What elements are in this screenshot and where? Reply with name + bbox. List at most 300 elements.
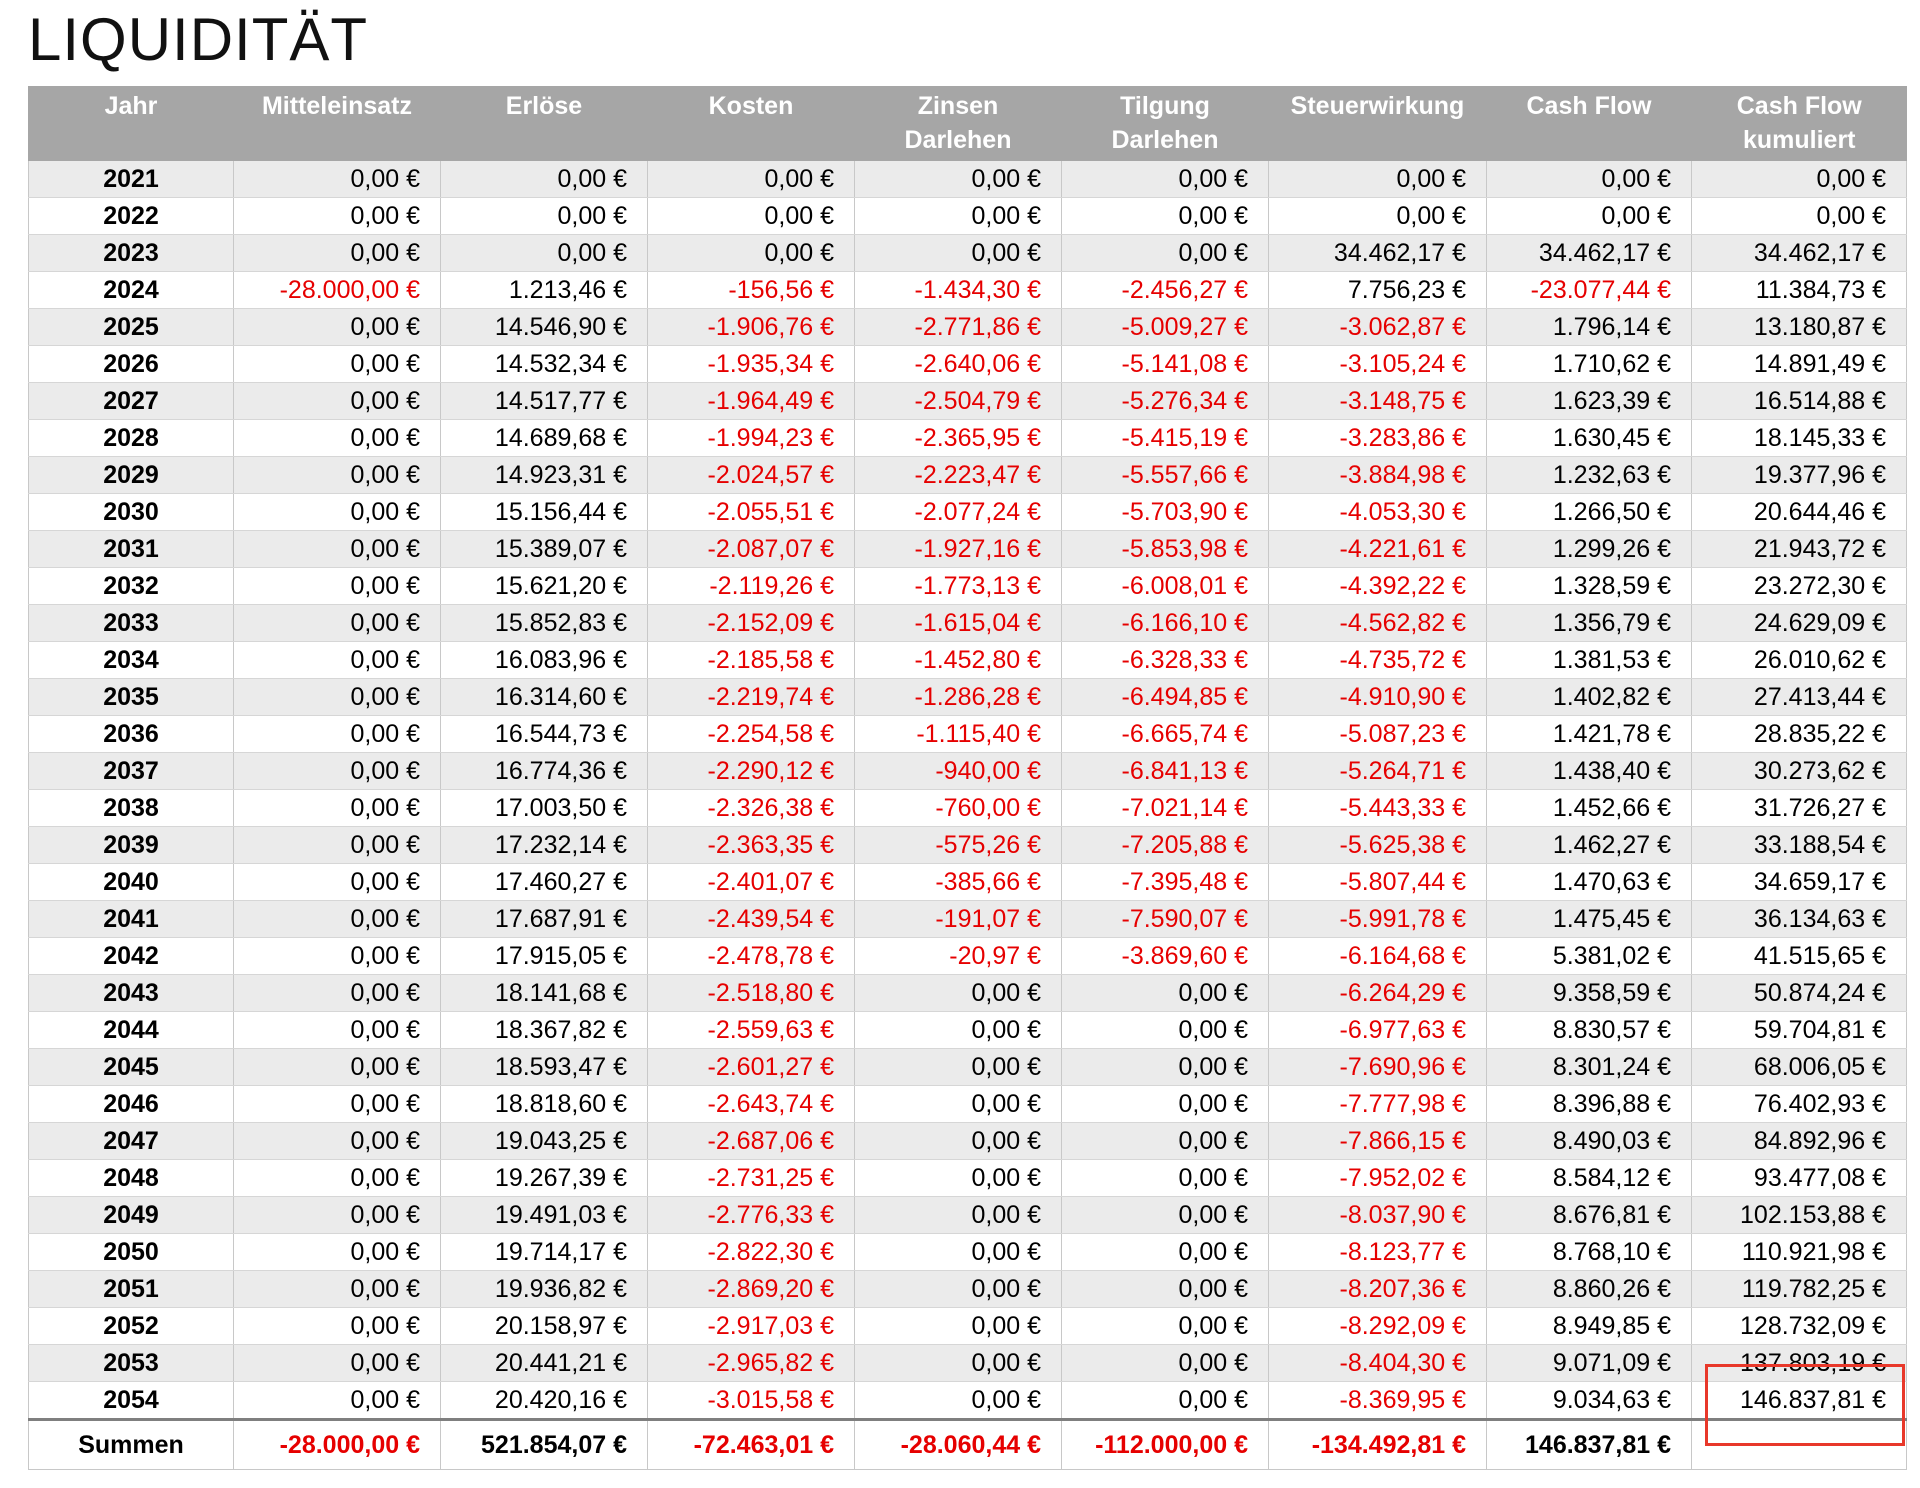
- value-cell: 1.213,46 €: [441, 272, 648, 309]
- column-header: Cash Flow kumuliert: [1692, 86, 1907, 161]
- value-cell: -5.415,19 €: [1062, 420, 1269, 457]
- value-cell: 16.083,96 €: [441, 642, 648, 679]
- value-cell: -20,97 €: [855, 938, 1062, 975]
- value-cell: -1.615,04 €: [855, 605, 1062, 642]
- value-cell: 0,00 €: [234, 1123, 441, 1160]
- value-cell: 0,00 €: [1062, 1160, 1269, 1197]
- total-cell: -28.060,44 €: [855, 1420, 1062, 1470]
- year-cell: 2042: [29, 938, 234, 975]
- value-cell: 0,00 €: [1062, 1049, 1269, 1086]
- table-row: [29, 1382, 1907, 1420]
- value-cell: 1.470,63 €: [1487, 864, 1692, 901]
- column-header: Erlöse: [441, 86, 648, 161]
- value-cell: 18.818,60 €: [441, 1086, 648, 1123]
- value-cell: -7.021,14 €: [1062, 790, 1269, 827]
- value-cell: 0,00 €: [1062, 1345, 1269, 1382]
- value-cell: 0,00 €: [1062, 1086, 1269, 1123]
- value-cell: -3.283,86 €: [1269, 420, 1487, 457]
- highlight-box: [1705, 1364, 1905, 1446]
- year-cell: 2025: [29, 309, 234, 346]
- value-cell: -1.286,28 €: [855, 679, 1062, 716]
- value-cell: 0,00 €: [441, 161, 648, 198]
- value-cell: -2.601,27 €: [648, 1049, 855, 1086]
- value-cell: -5.625,38 €: [1269, 827, 1487, 864]
- value-cell: -2.119,26 €: [648, 568, 855, 605]
- year-cell: 2041: [29, 901, 234, 938]
- value-cell: 8.301,24 €: [1487, 1049, 1692, 1086]
- value-cell: 15.389,07 €: [441, 531, 648, 568]
- value-cell: 1.796,14 €: [1487, 309, 1692, 346]
- value-cell: -2.687,06 €: [648, 1123, 855, 1160]
- value-cell: 0,00 €: [234, 1382, 441, 1420]
- value-cell: -2.478,78 €: [648, 938, 855, 975]
- value-cell: 15.621,20 €: [441, 568, 648, 605]
- value-cell: 0,00 €: [855, 1086, 1062, 1123]
- value-cell: -156,56 €: [648, 272, 855, 309]
- value-cell: -191,07 €: [855, 901, 1062, 938]
- total-cell: -112.000,00 €: [1062, 1420, 1269, 1470]
- total-cell: 521.854,07 €: [441, 1420, 648, 1470]
- value-cell: 36.134,63 €: [1692, 901, 1907, 938]
- year-cell: 2028: [29, 420, 234, 457]
- value-cell: -6.665,74 €: [1062, 716, 1269, 753]
- total-cell: -134.492,81 €: [1269, 1420, 1487, 1470]
- value-cell: 15.852,83 €: [441, 605, 648, 642]
- table-row: [29, 1123, 1907, 1160]
- year-cell: 2035: [29, 679, 234, 716]
- value-cell: 0,00 €: [1062, 198, 1269, 235]
- value-cell: 0,00 €: [234, 198, 441, 235]
- year-cell: 2023: [29, 235, 234, 272]
- value-cell: 0,00 €: [234, 494, 441, 531]
- value-cell: -1.964,49 €: [648, 383, 855, 420]
- value-cell: 0,00 €: [234, 605, 441, 642]
- value-cell: 1.266,50 €: [1487, 494, 1692, 531]
- value-cell: 0,00 €: [1062, 161, 1269, 198]
- value-cell: 0,00 €: [441, 235, 648, 272]
- value-cell: -2.152,09 €: [648, 605, 855, 642]
- value-cell: 0,00 €: [234, 938, 441, 975]
- value-cell: 18.145,33 €: [1692, 420, 1907, 457]
- value-cell: -6.164,68 €: [1269, 938, 1487, 975]
- year-cell: 2024: [29, 272, 234, 309]
- value-cell: -2.643,74 €: [648, 1086, 855, 1123]
- value-cell: 0,00 €: [1487, 161, 1692, 198]
- year-cell: 2043: [29, 975, 234, 1012]
- value-cell: 14.891,49 €: [1692, 346, 1907, 383]
- value-cell: -7.866,15 €: [1269, 1123, 1487, 1160]
- table-row: [29, 272, 1907, 309]
- table-row: [29, 642, 1907, 679]
- value-cell: 8.768,10 €: [1487, 1234, 1692, 1271]
- value-cell: -5.141,08 €: [1062, 346, 1269, 383]
- year-cell: 2030: [29, 494, 234, 531]
- value-cell: 93.477,08 €: [1692, 1160, 1907, 1197]
- value-cell: 0,00 €: [234, 753, 441, 790]
- value-cell: -2.776,33 €: [648, 1197, 855, 1234]
- value-cell: -6.264,29 €: [1269, 975, 1487, 1012]
- value-cell: 33.188,54 €: [1692, 827, 1907, 864]
- value-cell: -760,00 €: [855, 790, 1062, 827]
- value-cell: -2.223,47 €: [855, 457, 1062, 494]
- value-cell: -1.935,34 €: [648, 346, 855, 383]
- value-cell: -1.994,23 €: [648, 420, 855, 457]
- table-row: [29, 716, 1907, 753]
- value-cell: -4.562,82 €: [1269, 605, 1487, 642]
- value-cell: -1.906,76 €: [648, 309, 855, 346]
- value-cell: 19.714,17 €: [441, 1234, 648, 1271]
- value-cell: 0,00 €: [855, 1123, 1062, 1160]
- value-cell: 0,00 €: [234, 827, 441, 864]
- value-cell: 17.915,05 €: [441, 938, 648, 975]
- table-row: [29, 161, 1907, 198]
- table-row: [29, 235, 1907, 272]
- value-cell: 0,00 €: [855, 161, 1062, 198]
- value-cell: 50.874,24 €: [1692, 975, 1907, 1012]
- value-cell: 0,00 €: [1062, 1271, 1269, 1308]
- value-cell: 9.071,09 €: [1487, 1345, 1692, 1382]
- value-cell: -7.690,96 €: [1269, 1049, 1487, 1086]
- value-cell: -2.822,30 €: [648, 1234, 855, 1271]
- year-cell: 2044: [29, 1012, 234, 1049]
- year-cell: 2053: [29, 1345, 234, 1382]
- value-cell: 0,00 €: [1692, 198, 1907, 235]
- value-cell: 14.923,31 €: [441, 457, 648, 494]
- value-cell: 0,00 €: [234, 790, 441, 827]
- value-cell: 0,00 €: [234, 901, 441, 938]
- value-cell: -2.640,06 €: [855, 346, 1062, 383]
- value-cell: -3.105,24 €: [1269, 346, 1487, 383]
- year-cell: 2032: [29, 568, 234, 605]
- value-cell: 0,00 €: [234, 235, 441, 272]
- value-cell: 31.726,27 €: [1692, 790, 1907, 827]
- value-cell: 14.517,77 €: [441, 383, 648, 420]
- value-cell: -2.731,25 €: [648, 1160, 855, 1197]
- value-cell: 28.835,22 €: [1692, 716, 1907, 753]
- value-cell: 0,00 €: [855, 1308, 1062, 1345]
- value-cell: -7.205,88 €: [1062, 827, 1269, 864]
- value-cell: -2.965,82 €: [648, 1345, 855, 1382]
- value-cell: 11.384,73 €: [1692, 272, 1907, 309]
- table-row: [29, 790, 1907, 827]
- column-header: Cash Flow: [1487, 86, 1692, 161]
- value-cell: -7.590,07 €: [1062, 901, 1269, 938]
- table-row: [29, 457, 1907, 494]
- value-cell: 1.710,62 €: [1487, 346, 1692, 383]
- value-cell: 0,00 €: [234, 346, 441, 383]
- table-row: [29, 1160, 1907, 1197]
- value-cell: -1.115,40 €: [855, 716, 1062, 753]
- header-row: [29, 86, 1907, 161]
- table-row: [29, 827, 1907, 864]
- column-header: Mitteleinsatz: [234, 86, 441, 161]
- value-cell: 19.491,03 €: [441, 1197, 648, 1234]
- value-cell: -2.254,58 €: [648, 716, 855, 753]
- value-cell: -3.148,75 €: [1269, 383, 1487, 420]
- value-cell: 14.689,68 €: [441, 420, 648, 457]
- value-cell: -2.087,07 €: [648, 531, 855, 568]
- value-cell: 13.180,87 €: [1692, 309, 1907, 346]
- value-cell: 128.732,09 €: [1692, 1308, 1907, 1345]
- value-cell: 0,00 €: [234, 1086, 441, 1123]
- value-cell: 8.490,03 €: [1487, 1123, 1692, 1160]
- year-cell: 2047: [29, 1123, 234, 1160]
- value-cell: -6.494,85 €: [1062, 679, 1269, 716]
- value-cell: 1.328,59 €: [1487, 568, 1692, 605]
- value-cell: 102.153,88 €: [1692, 1197, 1907, 1234]
- year-cell: 2034: [29, 642, 234, 679]
- value-cell: 9.034,63 €: [1487, 1382, 1692, 1420]
- value-cell: -5.009,27 €: [1062, 309, 1269, 346]
- value-cell: 0,00 €: [234, 1197, 441, 1234]
- liquidity-table: [28, 86, 1907, 1470]
- value-cell: -2.504,79 €: [855, 383, 1062, 420]
- value-cell: 1.356,79 €: [1487, 605, 1692, 642]
- value-cell: 16.544,73 €: [441, 716, 648, 753]
- value-cell: 110.921,98 €: [1692, 1234, 1907, 1271]
- value-cell: 1.299,26 €: [1487, 531, 1692, 568]
- table-row: [29, 1271, 1907, 1308]
- value-cell: 9.358,59 €: [1487, 975, 1692, 1012]
- value-cell: -2.869,20 €: [648, 1271, 855, 1308]
- value-cell: 5.381,02 €: [1487, 938, 1692, 975]
- value-cell: 0,00 €: [234, 1271, 441, 1308]
- table-row: [29, 383, 1907, 420]
- value-cell: 0,00 €: [234, 420, 441, 457]
- value-cell: 23.272,30 €: [1692, 568, 1907, 605]
- value-cell: 7.756,23 €: [1269, 272, 1487, 309]
- value-cell: -2.559,63 €: [648, 1012, 855, 1049]
- total-cell: -28.000,00 €: [234, 1420, 441, 1470]
- year-cell: 2049: [29, 1197, 234, 1234]
- value-cell: 0,00 €: [234, 1234, 441, 1271]
- value-cell: -2.363,35 €: [648, 827, 855, 864]
- table-row: [29, 1012, 1907, 1049]
- totals-label: Summen: [29, 1420, 234, 1470]
- value-cell: 1.421,78 €: [1487, 716, 1692, 753]
- total-cell: 146.837,81 €: [1487, 1420, 1692, 1470]
- value-cell: -2.518,80 €: [648, 975, 855, 1012]
- value-cell: 17.232,14 €: [441, 827, 648, 864]
- value-cell: 19.377,96 €: [1692, 457, 1907, 494]
- value-cell: 0,00 €: [1692, 161, 1907, 198]
- value-cell: 0,00 €: [648, 161, 855, 198]
- table-row: [29, 568, 1907, 605]
- value-cell: -3.869,60 €: [1062, 938, 1269, 975]
- value-cell: -8.123,77 €: [1269, 1234, 1487, 1271]
- value-cell: -5.991,78 €: [1269, 901, 1487, 938]
- value-cell: -23.077,44 €: [1487, 272, 1692, 309]
- value-cell: 0,00 €: [648, 198, 855, 235]
- value-cell: -5.853,98 €: [1062, 531, 1269, 568]
- year-cell: 2046: [29, 1086, 234, 1123]
- value-cell: 0,00 €: [234, 864, 441, 901]
- year-cell: 2050: [29, 1234, 234, 1271]
- value-cell: 8.396,88 €: [1487, 1086, 1692, 1123]
- value-cell: 14.546,90 €: [441, 309, 648, 346]
- table-row: [29, 531, 1907, 568]
- table-row: [29, 1234, 1907, 1271]
- value-cell: 34.462,17 €: [1692, 235, 1907, 272]
- value-cell: 24.629,09 €: [1692, 605, 1907, 642]
- value-cell: -6.977,63 €: [1269, 1012, 1487, 1049]
- value-cell: 0,00 €: [234, 309, 441, 346]
- value-cell: 1.623,39 €: [1487, 383, 1692, 420]
- value-cell: 0,00 €: [441, 198, 648, 235]
- value-cell: 0,00 €: [234, 716, 441, 753]
- value-cell: 1.462,27 €: [1487, 827, 1692, 864]
- year-cell: 2052: [29, 1308, 234, 1345]
- value-cell: -4.221,61 €: [1269, 531, 1487, 568]
- value-cell: 18.593,47 €: [441, 1049, 648, 1086]
- value-cell: -2.077,24 €: [855, 494, 1062, 531]
- value-cell: 0,00 €: [1062, 1012, 1269, 1049]
- value-cell: 20.441,21 €: [441, 1345, 648, 1382]
- column-header: Jahr: [29, 86, 234, 161]
- table-row: [29, 1049, 1907, 1086]
- value-cell: -1.773,13 €: [855, 568, 1062, 605]
- value-cell: -3.015,58 €: [648, 1382, 855, 1420]
- value-cell: 0,00 €: [855, 198, 1062, 235]
- value-cell: 34.462,17 €: [1487, 235, 1692, 272]
- value-cell: 0,00 €: [234, 1049, 441, 1086]
- value-cell: 0,00 €: [855, 235, 1062, 272]
- value-cell: 0,00 €: [855, 1197, 1062, 1234]
- value-cell: 0,00 €: [1487, 198, 1692, 235]
- value-cell: 0,00 €: [855, 1012, 1062, 1049]
- value-cell: 20.644,46 €: [1692, 494, 1907, 531]
- value-cell: -4.053,30 €: [1269, 494, 1487, 531]
- value-cell: 0,00 €: [234, 1012, 441, 1049]
- table-row: [29, 901, 1907, 938]
- value-cell: -2.439,54 €: [648, 901, 855, 938]
- value-cell: 0,00 €: [234, 161, 441, 198]
- table-row: [29, 864, 1907, 901]
- totals-row: [29, 1420, 1907, 1470]
- value-cell: 16.314,60 €: [441, 679, 648, 716]
- value-cell: -2.917,03 €: [648, 1308, 855, 1345]
- value-cell: -1.927,16 €: [855, 531, 1062, 568]
- table-row: [29, 679, 1907, 716]
- value-cell: 146.837,81 €: [1692, 1382, 1907, 1420]
- value-cell: -1.452,80 €: [855, 642, 1062, 679]
- value-cell: 0,00 €: [1062, 1382, 1269, 1420]
- value-cell: 19.936,82 €: [441, 1271, 648, 1308]
- value-cell: 0,00 €: [234, 457, 441, 494]
- value-cell: -5.703,90 €: [1062, 494, 1269, 531]
- value-cell: 34.659,17 €: [1692, 864, 1907, 901]
- value-cell: 20.158,97 €: [441, 1308, 648, 1345]
- table-row: [29, 420, 1907, 457]
- value-cell: 0,00 €: [855, 1049, 1062, 1086]
- table-row: [29, 198, 1907, 235]
- year-cell: 2022: [29, 198, 234, 235]
- year-cell: 2029: [29, 457, 234, 494]
- value-cell: -28.000,00 €: [234, 272, 441, 309]
- value-cell: -2.326,38 €: [648, 790, 855, 827]
- value-cell: 1.452,66 €: [1487, 790, 1692, 827]
- value-cell: 8.830,57 €: [1487, 1012, 1692, 1049]
- year-cell: 2031: [29, 531, 234, 568]
- value-cell: -7.777,98 €: [1269, 1086, 1487, 1123]
- table-row: [29, 1308, 1907, 1345]
- value-cell: 0,00 €: [234, 568, 441, 605]
- value-cell: -5.264,71 €: [1269, 753, 1487, 790]
- value-cell: 17.003,50 €: [441, 790, 648, 827]
- value-cell: 8.860,26 €: [1487, 1271, 1692, 1308]
- value-cell: 1.438,40 €: [1487, 753, 1692, 790]
- value-cell: -2.185,58 €: [648, 642, 855, 679]
- value-cell: -8.292,09 €: [1269, 1308, 1487, 1345]
- value-cell: 0,00 €: [234, 975, 441, 1012]
- value-cell: 0,00 €: [1062, 1234, 1269, 1271]
- value-cell: 119.782,25 €: [1692, 1271, 1907, 1308]
- value-cell: -4.910,90 €: [1269, 679, 1487, 716]
- year-cell: 2026: [29, 346, 234, 383]
- value-cell: -5.557,66 €: [1062, 457, 1269, 494]
- value-cell: -2.024,57 €: [648, 457, 855, 494]
- value-cell: -4.392,22 €: [1269, 568, 1487, 605]
- value-cell: -5.276,34 €: [1062, 383, 1269, 420]
- value-cell: 0,00 €: [234, 679, 441, 716]
- value-cell: 0,00 €: [1062, 1308, 1269, 1345]
- year-cell: 2054: [29, 1382, 234, 1420]
- value-cell: 14.532,34 €: [441, 346, 648, 383]
- value-cell: 21.943,72 €: [1692, 531, 1907, 568]
- value-cell: 0,00 €: [1062, 975, 1269, 1012]
- value-cell: 27.413,44 €: [1692, 679, 1907, 716]
- value-cell: 76.402,93 €: [1692, 1086, 1907, 1123]
- value-cell: 1.475,45 €: [1487, 901, 1692, 938]
- value-cell: 68.006,05 €: [1692, 1049, 1907, 1086]
- year-cell: 2045: [29, 1049, 234, 1086]
- table-row: [29, 753, 1907, 790]
- value-cell: -2.055,51 €: [648, 494, 855, 531]
- value-cell: -7.395,48 €: [1062, 864, 1269, 901]
- value-cell: -2.771,86 €: [855, 309, 1062, 346]
- value-cell: 17.460,27 €: [441, 864, 648, 901]
- value-cell: -7.952,02 €: [1269, 1160, 1487, 1197]
- value-cell: 137.803,19 €: [1692, 1345, 1907, 1382]
- value-cell: -1.434,30 €: [855, 272, 1062, 309]
- value-cell: -6.328,33 €: [1062, 642, 1269, 679]
- value-cell: -385,66 €: [855, 864, 1062, 901]
- value-cell: 59.704,81 €: [1692, 1012, 1907, 1049]
- value-cell: 0,00 €: [1062, 1123, 1269, 1160]
- value-cell: 8.584,12 €: [1487, 1160, 1692, 1197]
- table-row: [29, 494, 1907, 531]
- value-cell: 0,00 €: [855, 1160, 1062, 1197]
- value-cell: 20.420,16 €: [441, 1382, 648, 1420]
- value-cell: -3.884,98 €: [1269, 457, 1487, 494]
- table-row: [29, 938, 1907, 975]
- year-cell: 2048: [29, 1160, 234, 1197]
- value-cell: 0,00 €: [234, 531, 441, 568]
- value-cell: 18.367,82 €: [441, 1012, 648, 1049]
- value-cell: 15.156,44 €: [441, 494, 648, 531]
- value-cell: 26.010,62 €: [1692, 642, 1907, 679]
- table-row: [29, 1197, 1907, 1234]
- value-cell: 30.273,62 €: [1692, 753, 1907, 790]
- table-row: [29, 1086, 1907, 1123]
- column-header: Zinsen Darlehen: [855, 86, 1062, 161]
- value-cell: 1.630,45 €: [1487, 420, 1692, 457]
- table-row: [29, 309, 1907, 346]
- value-cell: 41.515,65 €: [1692, 938, 1907, 975]
- value-cell: -6.841,13 €: [1062, 753, 1269, 790]
- value-cell: 0,00 €: [855, 1382, 1062, 1420]
- value-cell: -2.290,12 €: [648, 753, 855, 790]
